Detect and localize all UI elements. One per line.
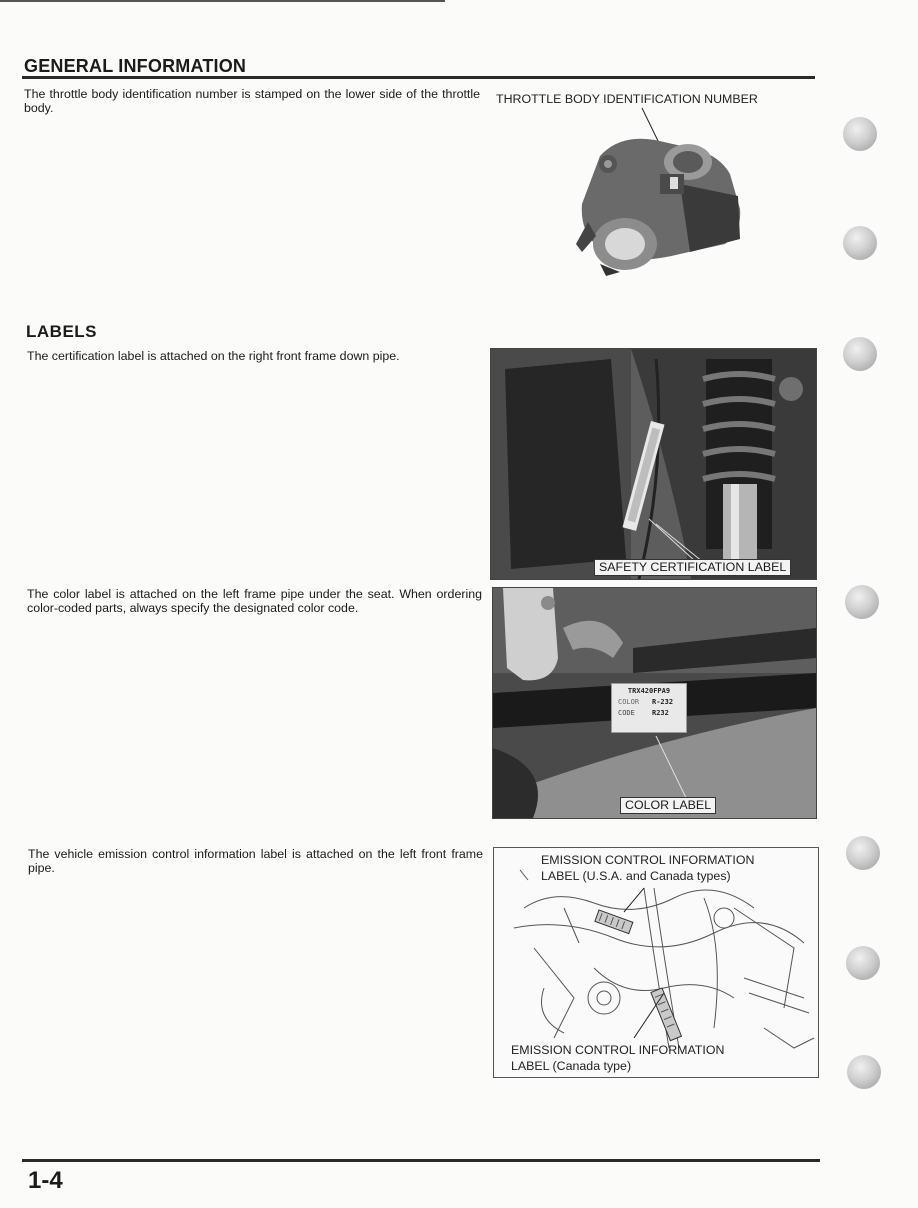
binder-hole-3 [843,337,877,371]
certification-photo [490,348,817,580]
footer-rule [22,1159,820,1162]
emission-callout-bottom-line2: LABEL (Canada type) [511,1059,632,1073]
color-sticker-color-value: R-232 [652,698,674,706]
color-sticker-color-key: COLOR [618,698,640,706]
binder-hole-1 [843,117,877,151]
color-sticker-code-key: CODE [618,709,635,717]
certification-description: The certification label is attached on the right front frame down pipe. [27,349,400,363]
throttle-callout: THROTTLE BODY IDENTIFICATION NUMBER [496,92,758,106]
emission-callout-top-line2: LABEL (U.S.A. and Canada types) [541,869,731,883]
binder-hole-5 [846,836,880,870]
color-description: The color label is attached on the left frame pipe under the seat. When ordering color-coded parts, always specify the designated color code. [27,587,482,615]
safety-certification-tag: SAFETY CERTIFICATION LABEL [594,559,791,576]
top-edge-rule [0,0,445,2]
section-title: GENERAL INFORMATION [24,56,247,76]
page-number: 1-4 [28,1167,63,1194]
binder-hole-2 [843,226,877,260]
emission-description: The vehicle emission control information label is attached on the left front frame pipe. [28,847,483,875]
color-sticker [611,683,687,733]
throttle-body-photo [560,104,760,282]
binder-hole-4 [845,585,879,619]
color-sticker-model: TRX420FPA9 [627,687,671,695]
emission-callout-top-line1: EMISSION CONTROL INFORMATION [541,853,755,867]
color-label-tag: COLOR LABEL [620,797,716,814]
title-rule [22,76,815,79]
labels-heading: LABELS [26,322,97,341]
binder-hole-6 [846,946,880,980]
throttle-description: The throttle body identification number is stamped on the lower side of the throttle body. [24,87,480,115]
emission-callout-bottom-line1: EMISSION CONTROL INFORMATION [511,1043,725,1057]
binder-hole-7 [847,1055,881,1089]
color-sticker-code-value: R232 [652,709,669,717]
